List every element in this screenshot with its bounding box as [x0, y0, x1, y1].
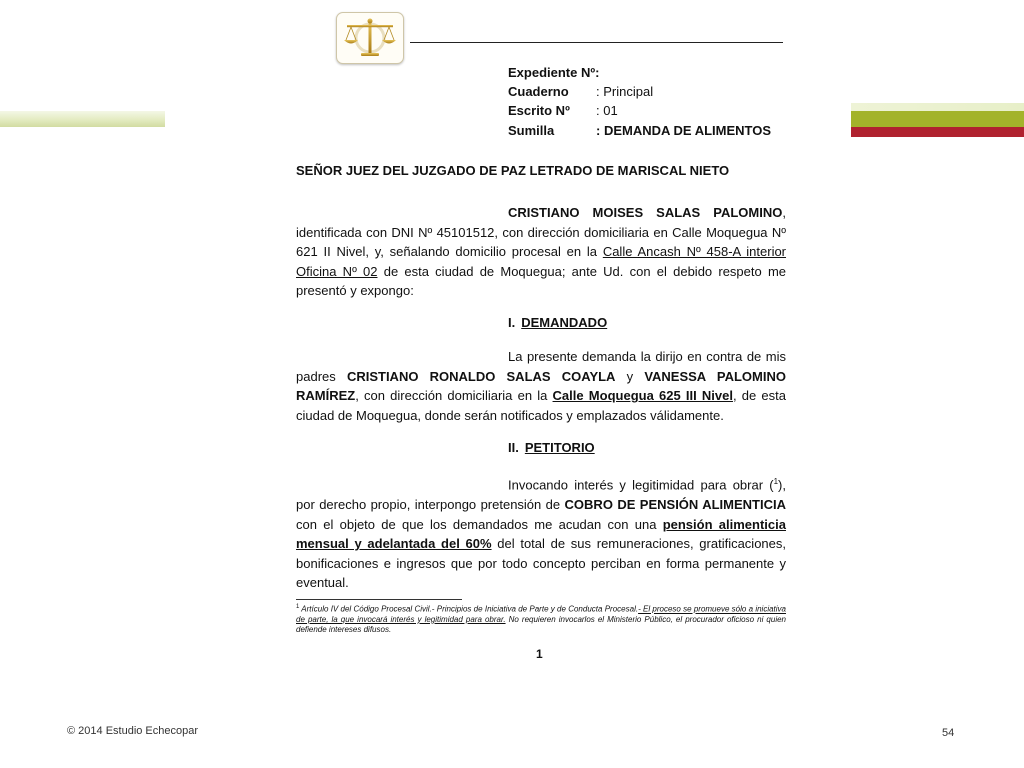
intro-text-1: , identificada con DNI Nº 45101512, con dirección domiciliaria en Calle Moquegua Nº 621 II Nivel, y, señalando domicilio procesal en la — [296, 205, 786, 260]
intro-text-2: de esta ciudad de Moquegua; ante Ud. con el debido respeto me presentó y expongo: — [296, 263, 787, 299]
petitorio-paragraph — [296, 472, 786, 593]
demandado-text-2: y — [615, 368, 645, 384]
sumilla-label: Sumilla — [508, 123, 555, 138]
footnote-rule — [296, 599, 462, 600]
defendant-mother: VANESSA PALOMINO RAMÍREZ — [296, 368, 786, 404]
footnote-mark: 1 — [296, 604, 300, 610]
cuaderno-value: : Principal — [596, 84, 654, 99]
cuaderno-line — [508, 84, 653, 99]
footnote-text-2: No requieren invocarlos el Ministerio Público, el procurador oficioso ni quien defiende intereses difusos. — [296, 614, 786, 635]
section-petitorio-heading — [508, 440, 595, 455]
demandado-paragraph — [296, 347, 786, 425]
footnote-text-1: Artículo IV del Código Procesal Civil.- Principios de Iniciativa de Parte y de Conducta Procesal. — [299, 604, 639, 614]
defendant-address: Calle Moquegua 625 III Nivel — [552, 388, 733, 404]
defendant-father: CRISTIANO RONALDO SALAS COAYLA — [346, 368, 616, 384]
petitorio-text-2: ), por derecho propio, interpongo pretensión de — [296, 477, 786, 512]
left-accent-stripe — [0, 111, 165, 127]
red-stripe — [851, 127, 1024, 137]
demandado-text-1: La presente demanda la dirijo en contra de mis padres — [296, 349, 786, 384]
section-number: II. — [508, 440, 519, 455]
expediente-label: Expediente Nº: — [508, 65, 600, 80]
footnote-ref[interactable]: 1 — [773, 477, 779, 486]
sumilla-line — [508, 123, 771, 138]
green-stripe — [851, 111, 1024, 127]
sumilla-value: : DEMANDA DE ALIMENTOS — [596, 123, 772, 138]
copyright-notice: © 2014 Estudio Echecopar — [67, 725, 199, 737]
section-number: I. — [508, 315, 516, 330]
section-title: PETITORIO — [524, 440, 595, 455]
claim-amount: pensión alimenticia mensual y adelantada del 60% — [296, 516, 786, 552]
expediente-line — [508, 65, 599, 80]
footnote — [296, 602, 786, 635]
slide-number: 54 — [942, 727, 955, 739]
claim-title: COBRO DE PENSIÓN ALIMENTICIA — [564, 496, 786, 512]
section-title: DEMANDADO — [521, 315, 608, 330]
header-rule — [410, 42, 783, 43]
escrito-line — [508, 103, 618, 118]
petitorio-text-4: del total de sus remuneraciones, gratificaciones, bonificaciones e ingresos que por todo concepto perciban en forma permanente y eventual. — [296, 536, 786, 591]
addressee: SEÑOR JUEZ DEL JUZGADO DE PAZ LETRADO DE MARISCAL NIETO — [296, 163, 730, 178]
intro-paragraph — [296, 203, 786, 301]
petitorio-text-1: Invocando interés y legitimidad para obrar ( — [508, 477, 774, 493]
plaintiff-name: CRISTIANO MOISES SALAS PALOMINO — [508, 205, 783, 220]
light-stripe — [851, 103, 1024, 111]
footnote-underlined: - El proceso se promueve sólo a iniciativa de parte, la que invocará interés y legitimidad para obrar. — [296, 604, 787, 624]
escrito-label: Escrito Nº — [508, 103, 570, 118]
petitorio-text-3: con el objeto de que los demandados me acudan con una — [296, 516, 663, 532]
cuaderno-label: Cuaderno — [508, 84, 569, 99]
section-demandado-heading — [508, 315, 607, 330]
escrito-value: : 01 — [596, 103, 618, 118]
document-page-number: 1 — [536, 647, 543, 661]
procedural-address: Calle Ancash Nº 458-A interior Oficina Nº 02 — [296, 244, 787, 279]
right-accent-stripes — [851, 103, 1024, 137]
scales-of-justice-logo-icon — [336, 12, 404, 64]
demandado-text-4: , de esta ciudad de Moquegua, donde serán notificados y emplazados válidamente. — [296, 388, 786, 423]
demandado-text-3: , con dirección domiciliaria en la — [355, 388, 553, 404]
